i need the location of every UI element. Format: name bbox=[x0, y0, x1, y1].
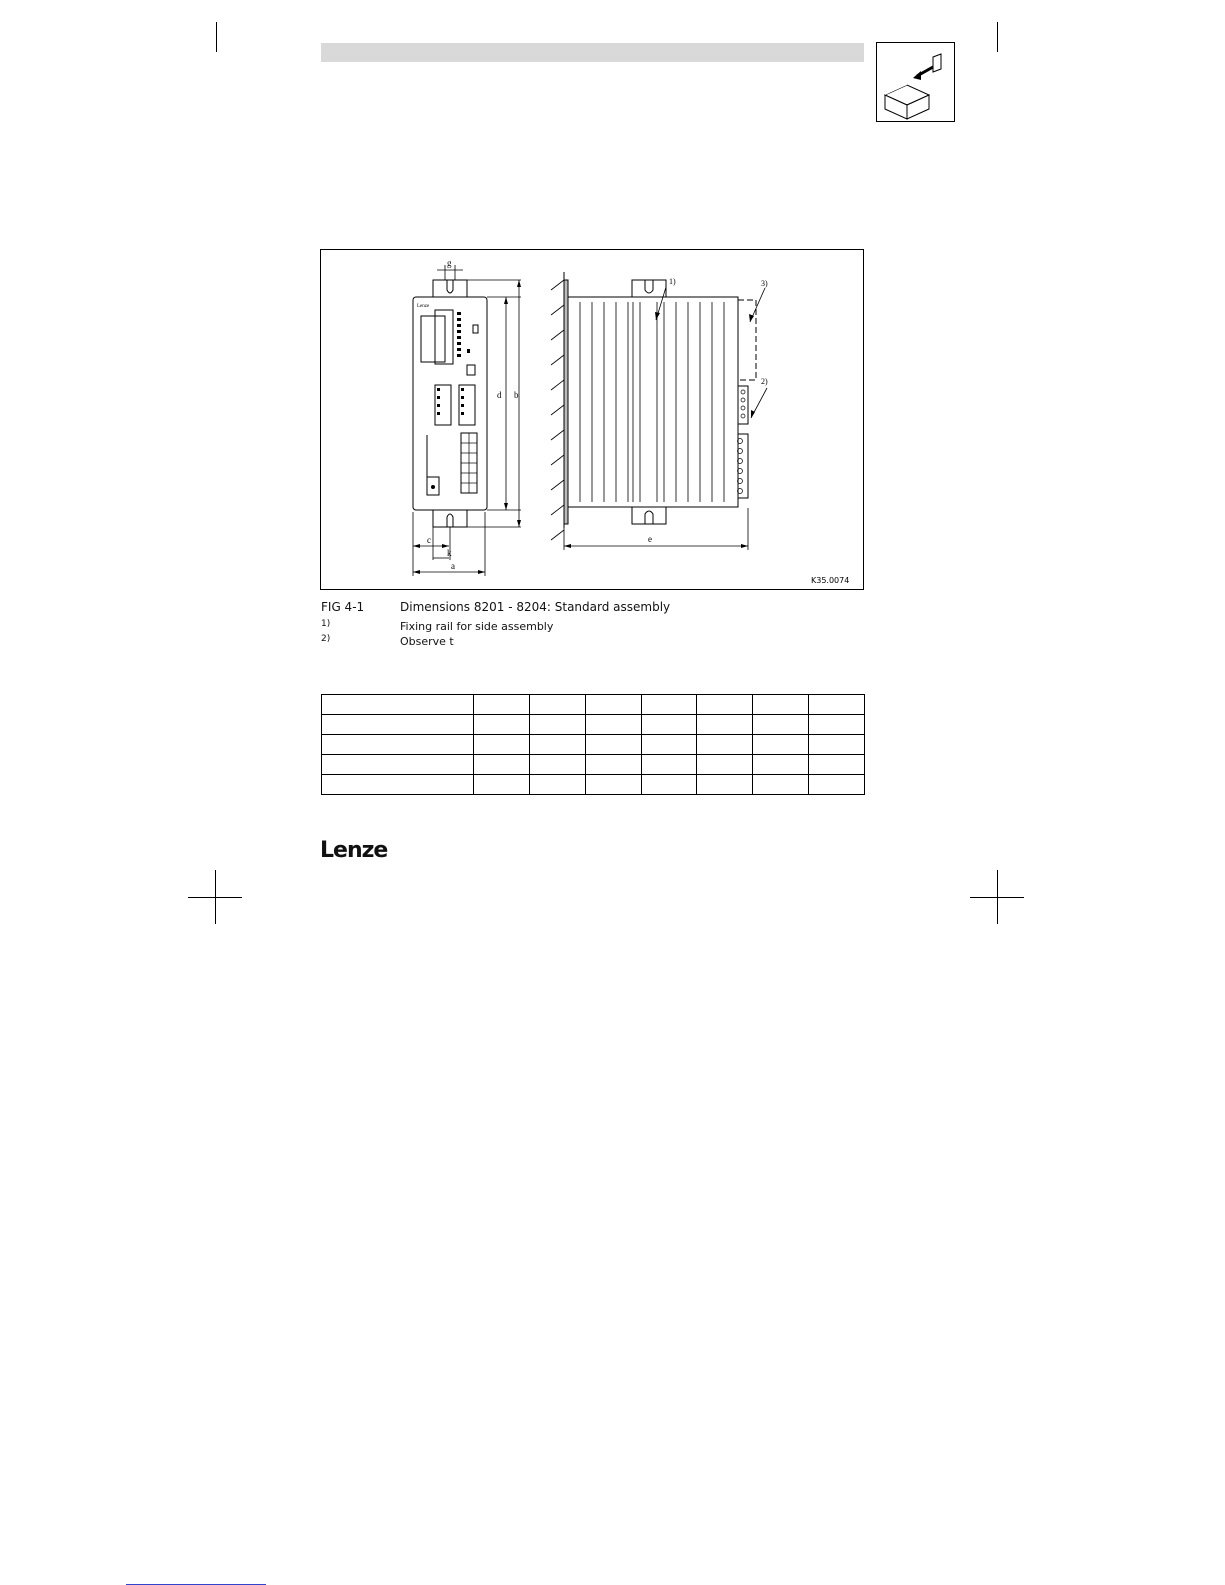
callout-3: 3) bbox=[761, 279, 768, 288]
front-dimension-arrows bbox=[413, 280, 521, 574]
table-cell bbox=[641, 735, 697, 755]
callout-1: 1) bbox=[669, 277, 676, 286]
note-1-mark: 1) bbox=[321, 619, 331, 629]
dim-label-c: c bbox=[427, 535, 431, 545]
table-cell bbox=[641, 775, 697, 795]
table-row bbox=[322, 755, 865, 775]
crop-mark-top-right bbox=[997, 22, 998, 52]
callout-leaders bbox=[656, 287, 767, 418]
front-view bbox=[413, 280, 487, 527]
side-view bbox=[564, 272, 756, 528]
table-cell bbox=[529, 735, 585, 755]
figure-number: FIG 4-1 bbox=[321, 600, 365, 614]
device-brand-label: Lenze bbox=[417, 304, 430, 309]
table-cell bbox=[585, 775, 641, 795]
installation-box-icon bbox=[877, 43, 954, 121]
table-cell bbox=[474, 755, 530, 775]
dim-label-d: d bbox=[497, 390, 502, 400]
dimensions-table bbox=[321, 694, 865, 795]
front-view-dimensions bbox=[413, 265, 521, 576]
table-cell bbox=[753, 695, 809, 715]
note-2-text: Observe t bbox=[400, 635, 454, 648]
dimension-drawing-frame bbox=[320, 249, 864, 590]
side-view-fins bbox=[580, 302, 724, 502]
table-row bbox=[322, 735, 865, 755]
side-terminals bbox=[738, 390, 746, 494]
table-cell bbox=[809, 715, 865, 735]
table-cell bbox=[697, 755, 753, 775]
dim-label-g: g bbox=[447, 258, 452, 268]
wall-hatch bbox=[551, 280, 564, 540]
table-cell bbox=[585, 695, 641, 715]
table-cell bbox=[753, 755, 809, 775]
side-dimension-e bbox=[564, 508, 748, 550]
table-row bbox=[322, 715, 865, 735]
callout-2: 2) bbox=[761, 377, 768, 386]
crop-mark-mid-left-v bbox=[215, 870, 216, 924]
note-1-text: Fixing rail for side assembly bbox=[400, 620, 554, 633]
table-cell bbox=[322, 715, 474, 735]
table-cell bbox=[474, 695, 530, 715]
table-cell bbox=[753, 715, 809, 735]
table-cell bbox=[529, 775, 585, 795]
table-cell bbox=[585, 735, 641, 755]
table-cell bbox=[809, 755, 865, 775]
table-cell bbox=[809, 735, 865, 755]
table-cell bbox=[322, 775, 474, 795]
note-2-mark: 2) bbox=[321, 634, 331, 644]
front-view-terminal-lines bbox=[461, 433, 477, 493]
figure-title: Dimensions 8201 - 8204: Standard assembly bbox=[400, 600, 671, 614]
table-cell bbox=[529, 755, 585, 775]
dim-label-b: b bbox=[514, 390, 519, 400]
header-bar bbox=[321, 43, 864, 62]
table-cell bbox=[697, 695, 753, 715]
table-cell bbox=[809, 775, 865, 795]
table-cell bbox=[322, 755, 474, 775]
table-cell bbox=[474, 735, 530, 755]
table-cell bbox=[585, 755, 641, 775]
table-cell bbox=[529, 695, 585, 715]
crop-mark-top-left bbox=[216, 22, 217, 52]
callout-arrows bbox=[655, 312, 755, 418]
table-cell bbox=[697, 735, 753, 755]
dim-label-e: e bbox=[648, 534, 652, 544]
table-cell bbox=[322, 695, 474, 715]
table-cell bbox=[641, 755, 697, 775]
table-row bbox=[322, 695, 865, 715]
table-row bbox=[322, 775, 865, 795]
table-cell bbox=[529, 715, 585, 735]
table-cell bbox=[322, 735, 474, 755]
footer-brand-logo: Lenze bbox=[320, 838, 388, 863]
crop-mark-mid-right-v bbox=[997, 870, 998, 924]
table-cell bbox=[697, 715, 753, 735]
table-cell bbox=[641, 715, 697, 735]
dim-label-k: k bbox=[447, 548, 452, 558]
table-cell bbox=[809, 695, 865, 715]
table-cell bbox=[474, 715, 530, 735]
table-cell bbox=[753, 735, 809, 755]
table-cell bbox=[753, 775, 809, 795]
dimension-drawing bbox=[321, 250, 862, 588]
table-cell bbox=[641, 695, 697, 715]
figure-code: K35.0074 bbox=[811, 576, 850, 585]
table-cell bbox=[474, 775, 530, 795]
table-cell bbox=[585, 715, 641, 735]
chapter-icon-box bbox=[876, 42, 955, 122]
dim-label-a: a bbox=[451, 561, 455, 571]
table-cell bbox=[697, 775, 753, 795]
